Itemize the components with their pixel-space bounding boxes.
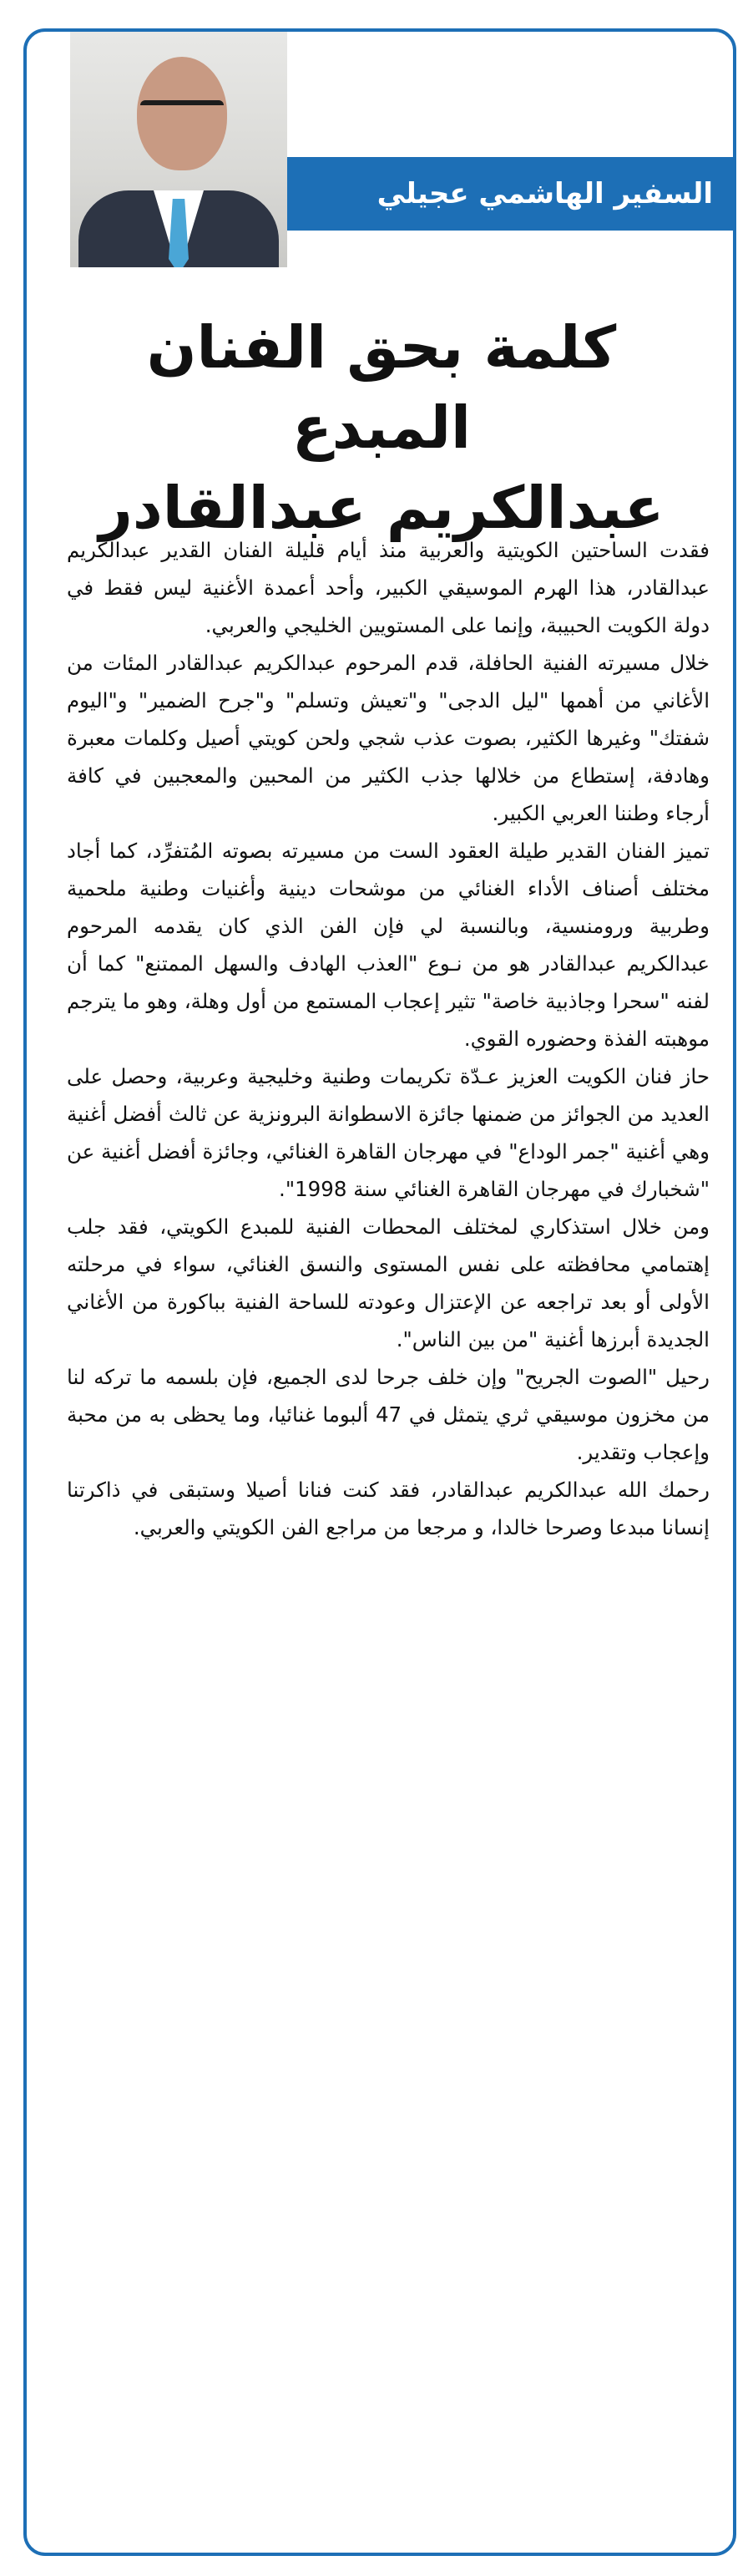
author-name: السفير الهاشمي عجيلي [376, 177, 713, 210]
article-body [67, 531, 710, 1546]
article-title [52, 307, 711, 548]
article-header [27, 32, 733, 282]
author-photo [70, 32, 287, 267]
paragraph: خلال مسيرته الفنية الحافلة، قدم المرحوم عبدالكريم عبدالقادر المئات من الأغاني من أهمها "ليل الدجى" و"تعيش وتسلم" و"جرح الضمير" و"اليوم شفتك" وغيرها الكثير، بصوت عذب شجي ولحن كويتي أصيل وكلمات معبرة وهادفة، إستطاع من خلالها جذب الكثير من المحبين والمعجبين في كافة أرجاء وطننا العربي الكبير. [67, 651, 710, 825]
paragraph: رحمك الله عبدالكريم عبدالقادر، فقد كنت فنانا أصيلا وستبقى في ذاكرتنا إنسانا مبدعا وصرحا خالدا، و مرجعا من مراجع الفن الكويتي والعربي. [67, 1478, 710, 1539]
paragraph: حاز فنان الكويت العزيز عـدّة تكريمات وطنية وخليجية وعربية، وحصل على العديد من الجوائز من ضمنها جائزة الاسطوانة البرونزية عن ثالث أفضل أغنية وهي أغنية "جمر الوداع" في مهرجان القاهرة الغنائي، وجائزة أفضل أغنية عن "شخبارك في مهرجان القاهرة الغنائي سنة 1998". [67, 1064, 710, 1201]
title-line-1: كلمة بحق الفنان المبدع [146, 313, 617, 462]
paragraph: تميز الفنان القدير طيلة العقود الست من مسيرته بصوته المُتفرِّد، كما أجاد مختلف أصناف الأداء الغنائي من موشحات دينية وأغنيات وطنية ملحمية وطربية ورومنسية، وبالنسبة لي فإن الفن الذي كان يقدمه المرحوم عبدالكريم عبدالقادر هو من نـوع "العذب الهادف والسهل الممتنع" كما أن لفنه "سحرا وجاذبية خاصة" تثير إعجاب المستمع من أول وهلة، وهو ما يترجم موهبته الفذة وحضوره القوي. [67, 839, 710, 1051]
author-glasses [140, 100, 224, 125]
paragraph: رحيل "الصوت الجريح" وإن خلف جرحا لدى الجميع، فإن بلسمه ما تركه لنا من مخزون موسيقي ثري يتمثل في 47 ألبوما غنائيا، وما يحظى به من محبة وإعجاب وتقدير. [67, 1365, 710, 1464]
paragraph: فقدت الساحتين الكويتية والعربية منذ أيام قليلة الفنان القدير عبدالكريم عبدالقادر، هذا الهرم الموسيقي الكبير، وأحد أعمدة الأغنية ليس فقط في دولة الكويت الحبيبة، وإنما على المستويين الخليجي والعربي. [67, 538, 710, 637]
article-card [23, 28, 736, 2556]
author-name-bar [287, 157, 733, 231]
title-line-2: عبدالكريم عبدالقادر [99, 474, 665, 542]
paragraph: ومن خلال استذكاري لمختلف المحطات الفنية للمبدع الكويتي، فقد جلب إهتمامي محافظته على نفس المستوى والنسق الغنائي، سواء في مرحلته الأولى أو بعد تراجعه عن الإعتزال وعودته للساحة الفنية بباكورة من الأغاني الجديدة أبرزها أغنية "من بين الناس". [67, 1214, 710, 1351]
